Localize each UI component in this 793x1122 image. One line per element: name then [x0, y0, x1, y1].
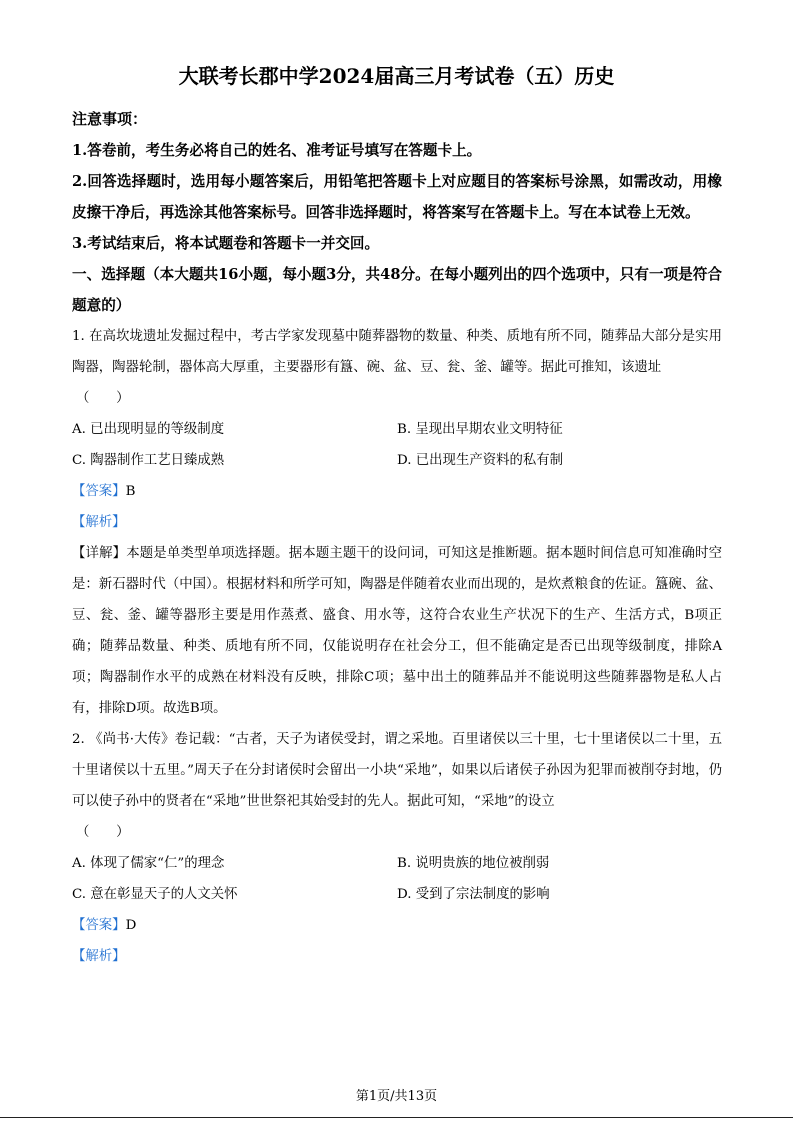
question-1: [72, 321, 722, 724]
option-b: B. 呈现出早期农业文明特征: [397, 422, 563, 437]
option-d: D. 已出现生产资料的私有制: [397, 453, 564, 468]
notice-heading: 注意事项：: [72, 110, 148, 128]
answer-value: D: [125, 918, 137, 933]
question-options: [72, 848, 722, 910]
answer-line: [72, 476, 722, 507]
detail-paragraph: [72, 538, 722, 724]
analysis-tag: 【解析】: [72, 515, 126, 530]
question-stem: 1. 在高坎垅遗址发掘过程中，考古学家发现墓中随葬器物的数量、种类、质地有所不同，随葬品大部分是实用陶器，陶器轮制，器体高大厚重，主要器形有簋、碗、盆、豆、瓮、釜、罐等。据此可推知，该遗址: [72, 329, 722, 375]
notice-item-1: 1.答卷前，考生务必将自己的姓名、准考证号填写在答题卡上。: [72, 142, 482, 159]
option-b: B. 说明贵族的地位被削弱: [397, 856, 550, 871]
answer-line: [72, 910, 722, 941]
footer-divider: [0, 1117, 793, 1118]
option-d: D. 受到了宗法制度的影响: [397, 887, 550, 902]
page-title: 大联考长郡中学2024届高三月考试卷（五）历史: [178, 64, 615, 88]
answer-tag: 【答案】: [72, 484, 126, 499]
page-content: [72, 104, 722, 972]
detail-tag: 【详解】: [72, 546, 127, 561]
option-a: A. 体现了儒家“仁”的理念: [72, 856, 225, 871]
question-2: [72, 724, 722, 972]
notice-item-3: 3.考试结束后，将本试题卷和答题卡一并交回。: [72, 235, 380, 252]
answer-value: B: [125, 484, 136, 499]
section-heading: 一、选择题（本大题共16小题，每小题3分，共48分。在每小题列出的四个选项中，只有一项是符合题意的）: [72, 266, 722, 314]
option-a: A. 已出现明显的等级制度: [72, 422, 225, 437]
page-number: 第1页/共13页: [355, 1089, 438, 1104]
analysis-tag: 【解析】: [72, 949, 126, 964]
detail-text: 本题是单类型单项选择题。据本题主题干的设问词，可知这是推断题。据本题时间信息可知准确时空是：新石器时代（中国）。根据材料和所学可知，陶器是伴随着农业而出现的，是炊煮粮食的佐证。簋碗、盆、豆、瓮、釜、罐等器形主要是用作蒸煮、盛食、用水等，这符合农业生产状况下的生产、生活方式，B项正确；随葬品数量、种类、质地有所不同，仅能说明存在社会分工，但不能确定是否已出现等级制度，排除A项；陶器制作水平的成熟在材料没有反映，排除C项；墓中出土的随葬品并不能说明这些随葬器物是私人占有，排除D项。故选B项。: [72, 546, 723, 716]
answer-paren: （ ）: [76, 825, 130, 840]
question-options: [72, 414, 722, 476]
option-c: C. 陶器制作工艺日臻成熟: [72, 453, 225, 468]
answer-paren: （ ）: [76, 391, 130, 406]
answer-tag: 【答案】: [72, 918, 126, 933]
option-c: C. 意在彰显天子的人文关怀: [72, 887, 238, 902]
question-stem: 2. 《尚书·大传》卷记载：“古者，天子为诸侯受封，谓之采地。百里诸侯以三十里，七十里诸侯以二十里，五十里诸侯以十五里。”周天子在分封诸侯时会留出一小块“采地”，如果以后诸侯子孙因为犯罪而被削夺封地，仍可以使子孙中的贤者在“采地”世世祭祀其始受封的先人。据此可知，“采地”的设立: [72, 732, 722, 809]
notice-item-2: 2.回答选择题时，选用每小题答案后，用铅笔把答题卡上对应题目的答案标号涂黑，如需改动，用橡皮擦干净后，再选涂其他答案标号。回答非选择题时，将答案写在答题卡上。写在本试卷上无效。: [72, 173, 722, 221]
